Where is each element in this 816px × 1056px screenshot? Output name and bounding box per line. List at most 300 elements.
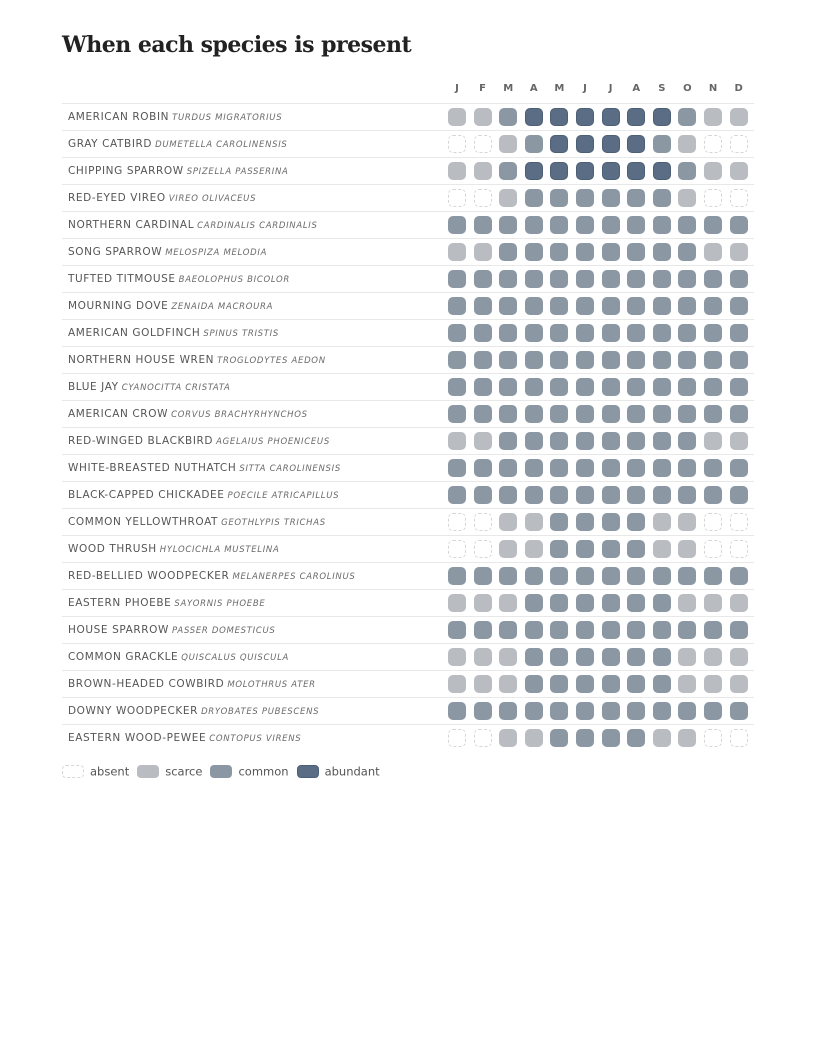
presence-cell xyxy=(525,513,543,531)
presence-cell xyxy=(550,540,568,558)
presence-cell xyxy=(627,108,645,126)
species-label xyxy=(68,131,288,158)
presence-cell xyxy=(474,216,492,234)
presence-cell xyxy=(704,486,722,504)
species-label xyxy=(68,320,279,347)
presence-cell xyxy=(627,297,645,315)
presence-cell xyxy=(576,648,594,666)
presence-cell xyxy=(448,675,466,693)
presence-cell xyxy=(448,405,466,423)
presence-cell xyxy=(730,243,748,261)
scientific-name: TURDUS MIGRATORIUS xyxy=(172,113,283,123)
presence-cell xyxy=(474,621,492,639)
scientific-name: BAEOLOPHUS BICOLOR xyxy=(178,275,291,285)
presence-cell xyxy=(550,702,568,720)
presence-cell xyxy=(525,729,543,747)
presence-cell xyxy=(474,135,492,153)
presence-cell xyxy=(678,702,696,720)
month-label: D xyxy=(734,83,743,94)
presence-cell xyxy=(576,567,594,585)
common-name: HOUSE SPARROW xyxy=(68,624,170,636)
common-name: CHIPPING SPARROW xyxy=(68,165,184,177)
legend-label: abundant xyxy=(324,764,380,779)
species-label xyxy=(68,590,265,617)
presence-cell xyxy=(499,135,517,153)
presence-cell xyxy=(730,324,748,342)
presence-cell xyxy=(678,351,696,369)
species-label xyxy=(68,374,230,401)
species-label xyxy=(68,482,339,509)
legend-swatch xyxy=(137,765,159,778)
presence-cell xyxy=(704,162,722,180)
presence-cell xyxy=(525,702,543,720)
presence-cell xyxy=(730,351,748,369)
presence-cell xyxy=(602,567,620,585)
species-row xyxy=(62,481,754,508)
presence-cell xyxy=(678,243,696,261)
presence-cell xyxy=(704,351,722,369)
presence-cell xyxy=(576,297,594,315)
presence-cell xyxy=(627,675,645,693)
common-name: RED-WINGED BLACKBIRD xyxy=(68,435,214,447)
presence-cell xyxy=(704,108,722,126)
presence-cell xyxy=(627,729,645,747)
presence-cell xyxy=(525,405,543,423)
presence-cell xyxy=(525,486,543,504)
scientific-name: MELOSPIZA MELODIA xyxy=(165,248,268,258)
presence-cell xyxy=(499,648,517,666)
species-row xyxy=(62,508,754,535)
species-row xyxy=(62,319,754,346)
presence-cell xyxy=(627,567,645,585)
common-name: BLACK-CAPPED CHICKADEE xyxy=(68,489,225,501)
month-label: A xyxy=(529,83,538,94)
presence-cell xyxy=(474,459,492,477)
presence-cell xyxy=(704,432,722,450)
common-name: EASTERN WOOD-PEWEE xyxy=(68,732,207,744)
presence-cell xyxy=(678,324,696,342)
presence-cell xyxy=(678,270,696,288)
presence-cell xyxy=(602,702,620,720)
presence-cell xyxy=(678,459,696,477)
presence-cell xyxy=(653,135,671,153)
common-name: MOURNING DOVE xyxy=(68,300,169,312)
presence-cell xyxy=(602,297,620,315)
presence-cell xyxy=(576,432,594,450)
presence-cell xyxy=(704,621,722,639)
presence-cell xyxy=(678,486,696,504)
presence-cell xyxy=(550,324,568,342)
presence-cell xyxy=(474,108,492,126)
presence-cell xyxy=(602,540,620,558)
presence-cell xyxy=(525,162,543,180)
presence-cell xyxy=(474,270,492,288)
presence-cell xyxy=(602,378,620,396)
presence-cell xyxy=(653,675,671,693)
presence-cell xyxy=(525,621,543,639)
presence-cell xyxy=(576,729,594,747)
species-row xyxy=(62,670,754,697)
presence-cell xyxy=(576,486,594,504)
presence-cell xyxy=(448,486,466,504)
presence-cell xyxy=(653,513,671,531)
presence-cell xyxy=(576,162,594,180)
presence-cell xyxy=(499,567,517,585)
presence-cell xyxy=(499,432,517,450)
presence-cell xyxy=(550,675,568,693)
presence-cell xyxy=(730,108,748,126)
presence-cell xyxy=(550,378,568,396)
presence-cell xyxy=(730,459,748,477)
presence-cell xyxy=(704,540,722,558)
presence-cell xyxy=(653,567,671,585)
presence-cell xyxy=(448,108,466,126)
presence-cell xyxy=(525,108,543,126)
species-row xyxy=(62,211,754,238)
presence-cell xyxy=(525,459,543,477)
presence-cell xyxy=(730,702,748,720)
presence-cell xyxy=(525,324,543,342)
scientific-name: CONTOPUS VIRENS xyxy=(209,734,302,744)
scientific-name: SITTA CAROLINENSIS xyxy=(239,464,341,474)
species-row xyxy=(62,697,754,724)
presence-cell xyxy=(678,594,696,612)
presence-cell xyxy=(653,270,671,288)
presence-cell xyxy=(576,675,594,693)
presence-cell xyxy=(730,270,748,288)
common-name: NORTHERN CARDINAL xyxy=(68,219,195,231)
presence-cell xyxy=(730,567,748,585)
presence-cell xyxy=(602,108,620,126)
presence-cell xyxy=(627,216,645,234)
presence-cell xyxy=(678,729,696,747)
species-row xyxy=(62,238,754,265)
scientific-name: CORVUS BRACHYRHYNCHOS xyxy=(171,410,308,420)
presence-cell xyxy=(550,351,568,369)
scientific-name: HYLOCICHLA MUSTELINA xyxy=(159,545,280,555)
presence-cell xyxy=(499,162,517,180)
legend-swatch xyxy=(62,765,84,778)
presence-cell xyxy=(499,189,517,207)
presence-cell xyxy=(474,486,492,504)
presence-cell xyxy=(474,432,492,450)
presence-cell xyxy=(576,702,594,720)
common-name: AMERICAN GOLDFINCH xyxy=(68,327,201,339)
presence-cell xyxy=(576,459,594,477)
presence-cell xyxy=(704,702,722,720)
presence-cell xyxy=(499,108,517,126)
presence-cell xyxy=(499,675,517,693)
presence-cell xyxy=(730,648,748,666)
presence-cell xyxy=(653,297,671,315)
presence-cell xyxy=(448,162,466,180)
scientific-name: SPIZELLA PASSERINA xyxy=(186,167,289,177)
presence-cell xyxy=(653,162,671,180)
scientific-name: ZENAIDA MACROURA xyxy=(171,302,274,312)
presence-cell xyxy=(704,270,722,288)
presence-cell xyxy=(627,459,645,477)
presence-cell xyxy=(602,459,620,477)
presence-cell xyxy=(602,162,620,180)
presence-cell xyxy=(730,540,748,558)
presence-cell xyxy=(550,594,568,612)
species-row xyxy=(62,373,754,400)
presence-cell xyxy=(550,216,568,234)
presence-cell xyxy=(678,378,696,396)
presence-cell xyxy=(474,297,492,315)
presence-cell xyxy=(448,351,466,369)
legend xyxy=(62,764,388,780)
presence-cell xyxy=(678,135,696,153)
presence-cell xyxy=(499,324,517,342)
presence-cell xyxy=(602,270,620,288)
presence-cell xyxy=(474,378,492,396)
presence-cell xyxy=(550,135,568,153)
common-name: DOWNY WOODPECKER xyxy=(68,705,199,717)
presence-cell xyxy=(730,594,748,612)
month-label: N xyxy=(708,83,718,94)
presence-cell xyxy=(525,135,543,153)
presence-cell xyxy=(448,243,466,261)
scientific-name: DUMETELLA CAROLINENSIS xyxy=(155,140,288,150)
species-row xyxy=(62,535,754,562)
presence-cell xyxy=(602,621,620,639)
presence-cell xyxy=(474,189,492,207)
presence-cell xyxy=(730,135,748,153)
presence-cell xyxy=(627,351,645,369)
presence-cell xyxy=(448,540,466,558)
presence-cell xyxy=(499,486,517,504)
presence-cell xyxy=(730,189,748,207)
presence-cell xyxy=(576,135,594,153)
presence-cell xyxy=(525,189,543,207)
scientific-name: SPINUS TRISTIS xyxy=(203,329,279,339)
common-name: WOOD THRUSH xyxy=(68,543,157,555)
common-name: RED-EYED VIREO xyxy=(68,192,166,204)
scientific-name: POECILE ATRICAPILLUS xyxy=(227,491,340,501)
legend-label: absent xyxy=(90,764,130,779)
presence-cell xyxy=(653,189,671,207)
common-name: EASTERN PHOEBE xyxy=(68,597,172,609)
presence-cell xyxy=(730,486,748,504)
presence-cell xyxy=(653,594,671,612)
presence-cell xyxy=(576,216,594,234)
presence-cell xyxy=(448,459,466,477)
species-grid xyxy=(62,103,754,751)
presence-cell xyxy=(627,486,645,504)
presence-cell xyxy=(704,675,722,693)
presence-cell xyxy=(653,324,671,342)
presence-cell xyxy=(474,405,492,423)
legend-swatch xyxy=(210,765,232,778)
presence-cell xyxy=(474,567,492,585)
scientific-name: CARDINALIS CARDINALIS xyxy=(197,221,318,231)
presence-cell xyxy=(730,216,748,234)
presence-cell xyxy=(474,729,492,747)
presence-cell xyxy=(525,216,543,234)
scientific-name: AGELAIUS PHOENICEUS xyxy=(216,437,330,447)
presence-cell xyxy=(704,189,722,207)
presence-cell xyxy=(730,297,748,315)
presence-cell xyxy=(448,432,466,450)
presence-cell xyxy=(704,648,722,666)
presence-cell xyxy=(678,648,696,666)
presence-cell xyxy=(576,378,594,396)
species-label xyxy=(68,563,356,590)
presence-cell xyxy=(704,567,722,585)
presence-cell xyxy=(474,540,492,558)
presence-cell xyxy=(704,729,722,747)
presence-cell xyxy=(730,432,748,450)
presence-cell xyxy=(576,513,594,531)
presence-cell xyxy=(730,621,748,639)
presence-cell xyxy=(653,621,671,639)
legend-item xyxy=(137,764,202,779)
presence-cell xyxy=(602,432,620,450)
presence-cell xyxy=(550,270,568,288)
species-row xyxy=(62,292,754,319)
presence-cell xyxy=(499,729,517,747)
presence-cell xyxy=(730,513,748,531)
presence-cell xyxy=(704,297,722,315)
presence-cell xyxy=(627,270,645,288)
species-label xyxy=(68,509,326,536)
presence-cell xyxy=(678,675,696,693)
presence-cell xyxy=(627,162,645,180)
presence-cell xyxy=(550,459,568,477)
presence-cell xyxy=(474,351,492,369)
presence-cell xyxy=(704,459,722,477)
presence-cell xyxy=(576,540,594,558)
presence-cell xyxy=(602,243,620,261)
presence-cell xyxy=(704,405,722,423)
species-row xyxy=(62,454,754,481)
scientific-name: VIREO OLIVACEUS xyxy=(168,194,257,204)
presence-cell xyxy=(730,729,748,747)
presence-cell xyxy=(448,513,466,531)
presence-cell xyxy=(499,243,517,261)
presence-cell xyxy=(653,432,671,450)
presence-cell xyxy=(678,297,696,315)
presence-cell xyxy=(678,162,696,180)
species-label xyxy=(68,185,256,212)
species-label xyxy=(68,617,276,644)
presence-cell xyxy=(602,324,620,342)
presence-cell xyxy=(499,297,517,315)
presence-cell xyxy=(576,351,594,369)
presence-cell xyxy=(576,621,594,639)
presence-cell xyxy=(627,189,645,207)
presence-cell xyxy=(678,432,696,450)
month-label: S xyxy=(658,83,666,94)
species-row xyxy=(62,265,754,292)
presence-cell xyxy=(653,459,671,477)
presence-cell xyxy=(627,378,645,396)
presence-cell xyxy=(525,378,543,396)
presence-cell xyxy=(602,351,620,369)
presence-cell xyxy=(499,405,517,423)
species-label xyxy=(68,401,308,428)
common-name: WHITE-BREASTED NUTHATCH xyxy=(68,462,237,474)
presence-cell xyxy=(653,351,671,369)
species-row xyxy=(62,589,754,616)
presence-cell xyxy=(678,405,696,423)
scientific-name: MELANERPES CAROLINUS xyxy=(232,572,356,582)
common-name: BLUE JAY xyxy=(68,381,119,393)
scientific-name: GEOTHLYPIS TRICHAS xyxy=(221,518,326,528)
presence-cell xyxy=(474,702,492,720)
presence-cell xyxy=(627,621,645,639)
month-label: O xyxy=(683,83,692,94)
presence-cell xyxy=(474,594,492,612)
presence-cell xyxy=(550,648,568,666)
presence-cell xyxy=(550,567,568,585)
presence-cell xyxy=(678,108,696,126)
presence-cell xyxy=(653,729,671,747)
presence-cell xyxy=(448,648,466,666)
scientific-name: TROGLODYTES AEDON xyxy=(217,356,326,366)
presence-cell xyxy=(653,486,671,504)
presence-cell xyxy=(602,189,620,207)
presence-cell xyxy=(550,621,568,639)
species-label xyxy=(68,428,330,455)
presence-cell xyxy=(602,513,620,531)
legend-label: common xyxy=(238,764,289,779)
presence-cell xyxy=(653,216,671,234)
presence-cell xyxy=(704,594,722,612)
month-label: A xyxy=(632,83,641,94)
common-name: COMMON GRACKLE xyxy=(68,651,179,663)
presence-cell xyxy=(525,594,543,612)
scientific-name: CYANOCITTA CRISTATA xyxy=(121,383,231,393)
scientific-name: PASSER DOMESTICUS xyxy=(172,626,276,636)
presence-cell xyxy=(499,270,517,288)
species-row xyxy=(62,427,754,454)
presence-cell xyxy=(499,459,517,477)
presence-cell xyxy=(678,513,696,531)
species-row xyxy=(62,184,754,211)
presence-cell xyxy=(448,702,466,720)
presence-cell xyxy=(525,297,543,315)
presence-cell xyxy=(448,135,466,153)
chart-title: When each species is present xyxy=(62,32,412,58)
presence-cell xyxy=(474,675,492,693)
legend-swatch xyxy=(297,765,319,778)
presence-cell xyxy=(448,594,466,612)
presence-cell xyxy=(550,486,568,504)
common-name: SONG SPARROW xyxy=(68,246,163,258)
presence-cell xyxy=(602,216,620,234)
species-row xyxy=(62,130,754,157)
presence-cell xyxy=(730,378,748,396)
presence-cell xyxy=(525,540,543,558)
presence-cell xyxy=(474,243,492,261)
presence-cell xyxy=(525,675,543,693)
presence-cell xyxy=(474,648,492,666)
presence-cell xyxy=(653,108,671,126)
presence-cell xyxy=(499,540,517,558)
presence-cell xyxy=(602,486,620,504)
species-row xyxy=(62,157,754,184)
presence-cell xyxy=(448,189,466,207)
presence-cell xyxy=(704,243,722,261)
presence-cell xyxy=(627,594,645,612)
species-row xyxy=(62,643,754,670)
presence-cell xyxy=(525,567,543,585)
presence-cell xyxy=(448,324,466,342)
common-name: RED-BELLIED WOODPECKER xyxy=(68,570,230,582)
presence-cell xyxy=(627,540,645,558)
